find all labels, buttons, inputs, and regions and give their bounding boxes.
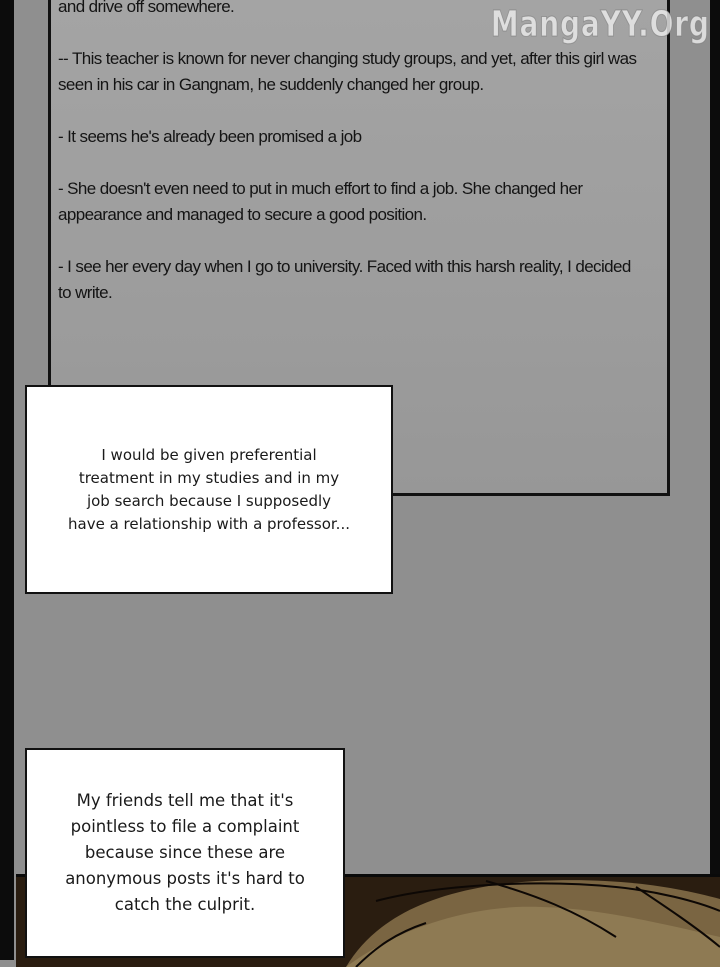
post-paragraph-3: - It seems he's already been promised a job — [58, 127, 362, 146]
narration-box-1 — [25, 385, 393, 594]
site-watermark: MangaYY.Org — [490, 4, 710, 45]
narration-text-2: My friends tell me that it's pointless to file a complaint because since these are anonymous posts it's hard to catch the culprit. — [65, 791, 305, 914]
post-paragraph-1: and drive off somewhere. — [58, 0, 235, 16]
left-panel-border — [0, 0, 14, 960]
anonymous-post-text — [58, 0, 658, 332]
narration-text-1: I would be given preferential treatment in my studies and in my job search because I supposedly have a relationship with a professor... — [68, 445, 350, 533]
post-paragraph-2: -- This teacher is known for never changing study groups, and yet, after this girl was seen in his car in Gangnam, he suddenly changed her group. — [58, 49, 637, 94]
narration-box-2 — [25, 748, 345, 958]
right-panel-border — [710, 0, 720, 960]
post-paragraph-5: - I see her every day when I go to university. Faced with this harsh reality, I decided to write. — [58, 257, 631, 302]
post-paragraph-4: - She doesn't even need to put in much effort to find a job. She changed her appearance and managed to secure a good position. — [58, 179, 583, 224]
